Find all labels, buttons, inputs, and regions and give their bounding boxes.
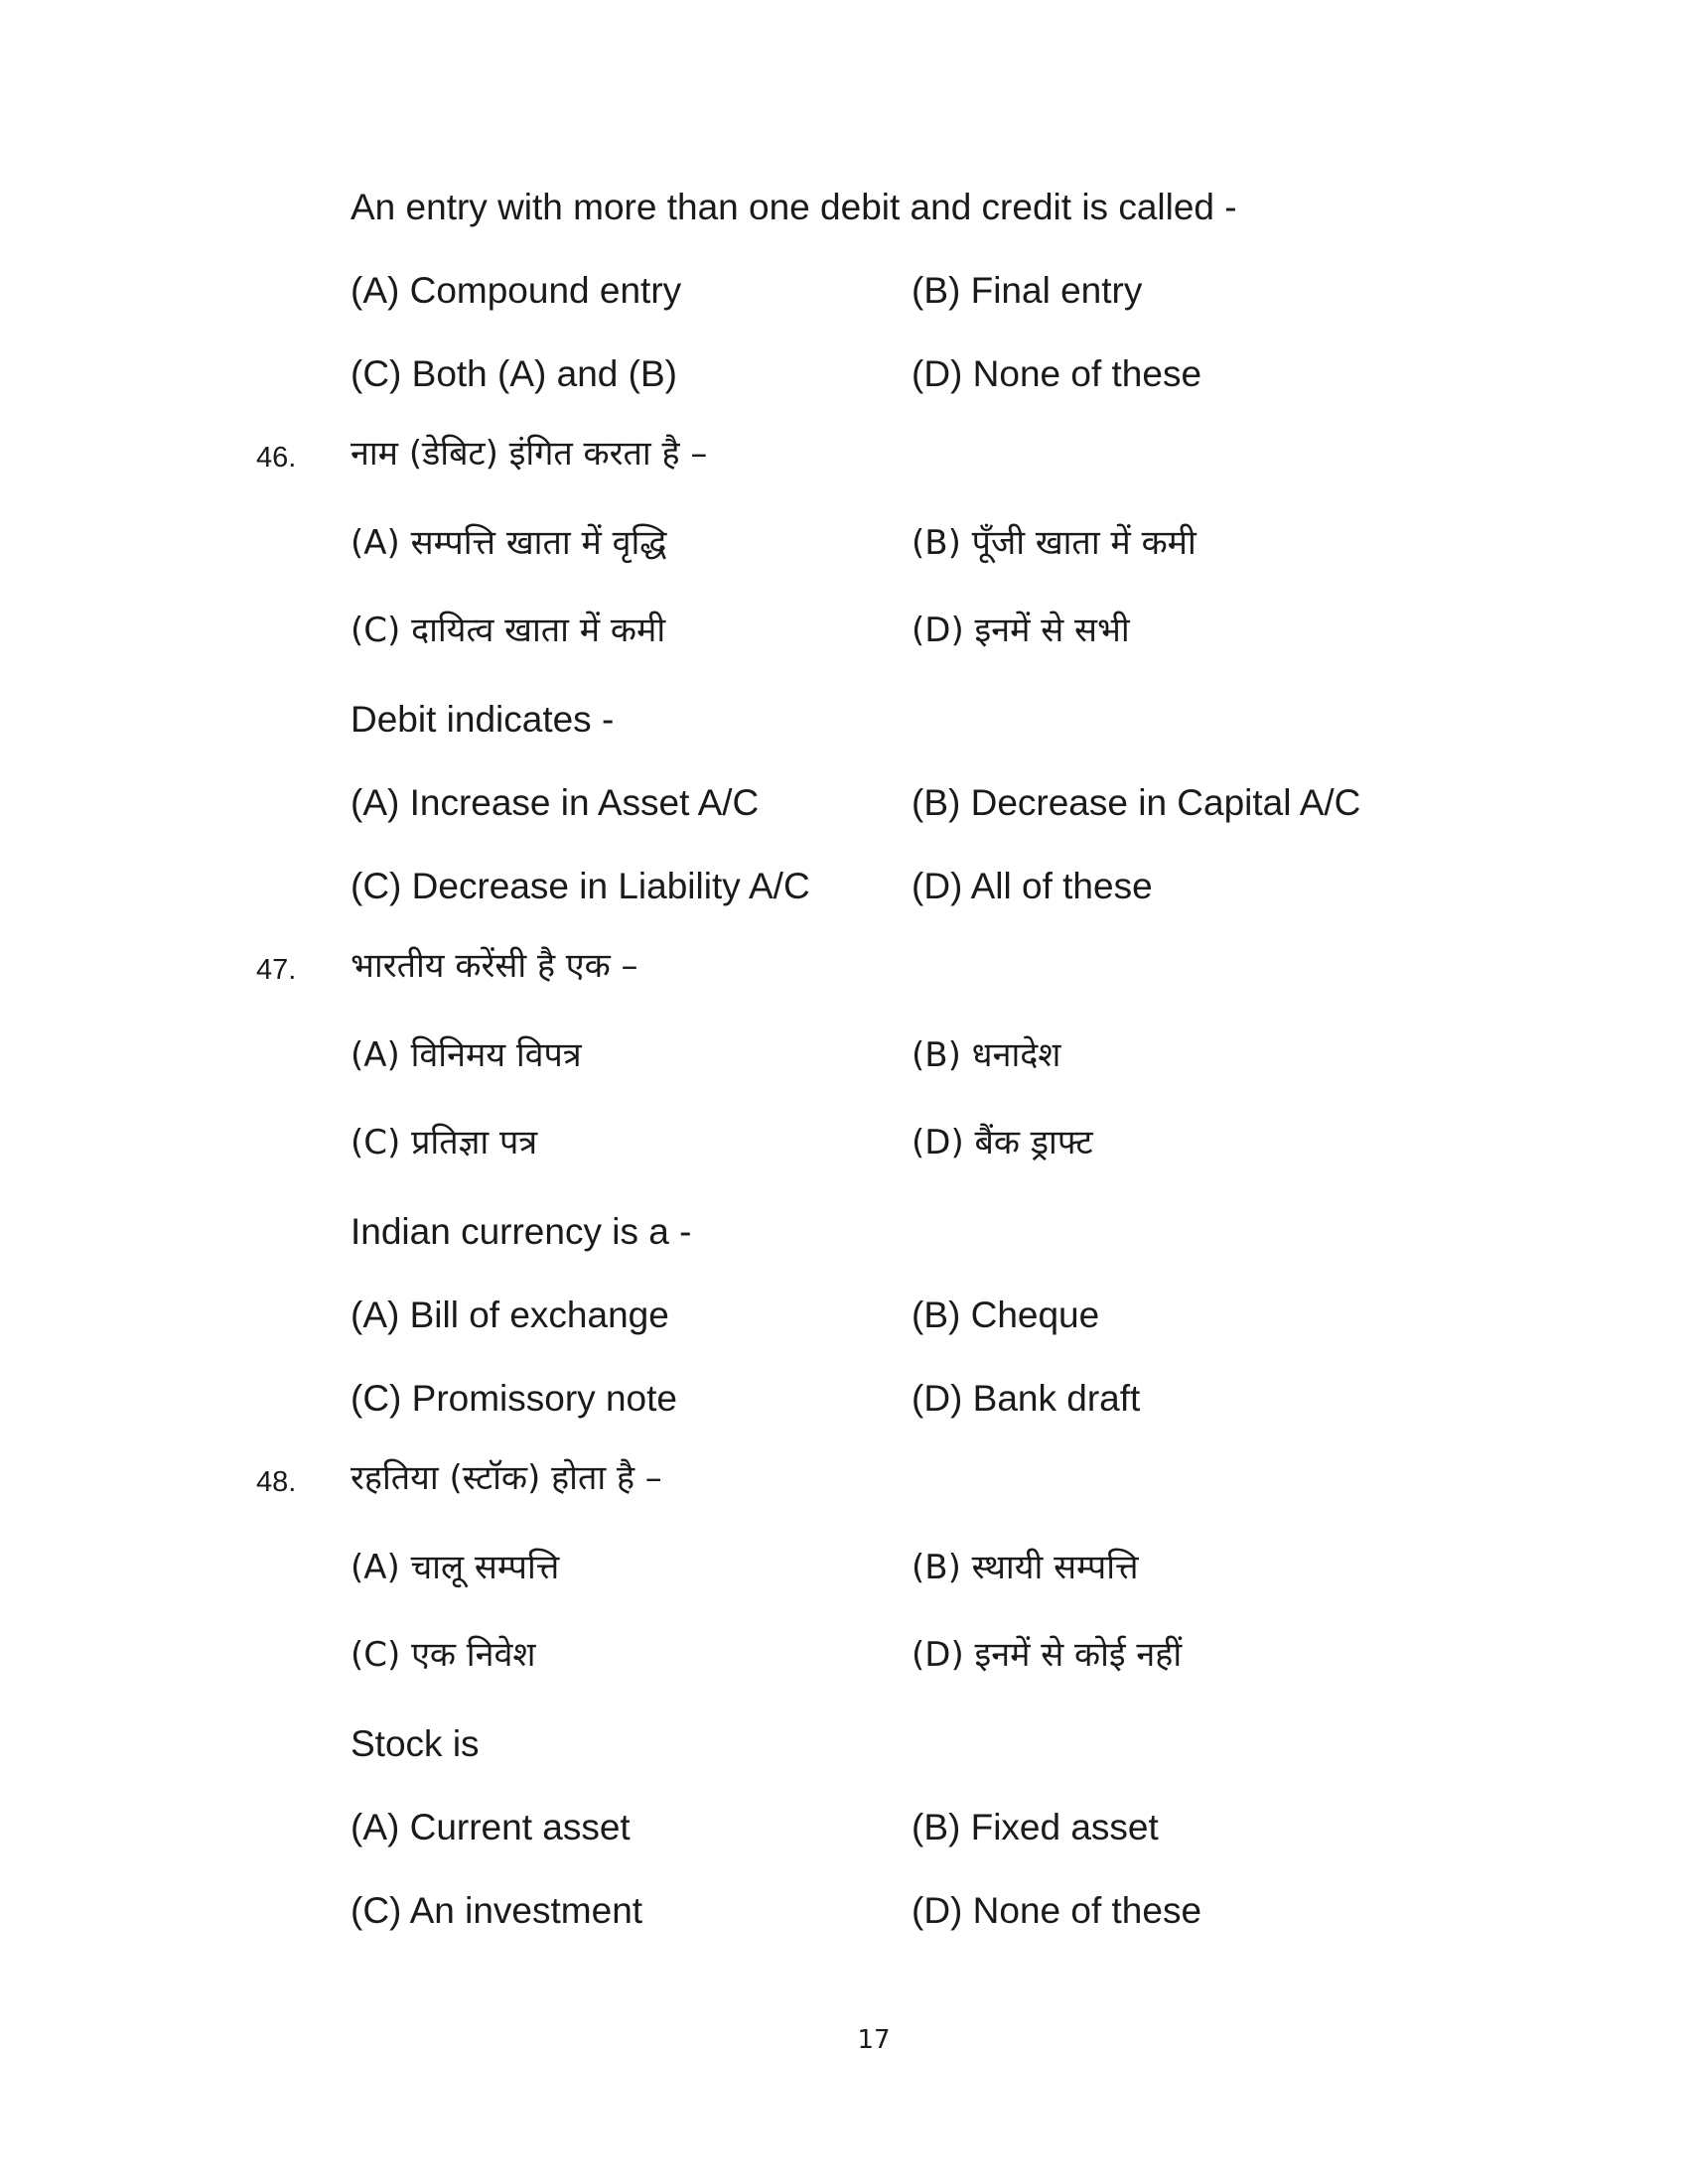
- q46-option-a-en: (A) Increase in Asset A/C: [351, 782, 760, 823]
- q48-number: 48.: [256, 1466, 297, 1498]
- q47-option-b-hi: (B) धनादेश: [912, 1035, 1061, 1075]
- q46-option-b-hi: (B) पूँजी खाता में कमी: [912, 523, 1196, 563]
- q47-option-a-en: (A) Bill of exchange: [351, 1295, 669, 1335]
- q45-option-b-en: (B) Final entry: [912, 270, 1143, 311]
- q45-option-a-en: (A) Compound entry: [351, 270, 682, 311]
- q48-option-c-hi: (C) एक निवेश: [351, 1635, 536, 1675]
- q47-question-hi: भारतीय करेंसी है एक –: [351, 946, 638, 986]
- q47-option-c-en: (C) Promissory note: [351, 1378, 677, 1419]
- q46-option-d-en: (D) All of these: [912, 866, 1153, 906]
- q48-option-d-hi: (D) इनमें से कोई नहीं: [912, 1635, 1183, 1675]
- q48-option-a-hi: (A) चालू सम्पत्ति: [351, 1548, 560, 1587]
- q48-option-a-en: (A) Current asset: [351, 1807, 631, 1847]
- q47-option-d-en: (D) Bank draft: [912, 1378, 1141, 1419]
- q48-option-b-en: (B) Fixed asset: [912, 1807, 1159, 1847]
- q47-option-b-en: (B) Cheque: [912, 1295, 1100, 1335]
- q48-option-c-en: (C) An investment: [351, 1890, 643, 1931]
- q48-question-hi: रहतिया (स्टॉक) होता है –: [351, 1458, 662, 1498]
- q47-option-d-hi: (D) बैंक ड्राफ्ट: [912, 1123, 1093, 1162]
- q46-option-b-en: (B) Decrease in Capital A/C: [912, 782, 1361, 823]
- q45-option-d-en: (D) None of these: [912, 353, 1202, 394]
- q46-option-c-en: (C) Decrease in Liability A/C: [351, 866, 810, 906]
- q48-option-d-en: (D) None of these: [912, 1890, 1202, 1931]
- q45-question-en: An entry with more than one debit and credit is called -: [351, 187, 1237, 227]
- page-number: 17: [857, 2025, 891, 2055]
- q46-question-en: Debit indicates -: [351, 699, 615, 740]
- q46-option-d-hi: (D) इनमें से सभी: [912, 611, 1130, 650]
- q46-option-c-hi: (C) दायित्व खाता में कमी: [351, 611, 666, 650]
- q46-option-a-hi: (A) सम्पत्ति खाता में वृद्धि: [351, 523, 667, 563]
- q48-question-en: Stock is: [351, 1723, 480, 1764]
- q47-option-c-hi: (C) प्रतिज्ञा पत्र: [351, 1123, 538, 1162]
- q46-number: 46.: [256, 442, 297, 474]
- q47-option-a-hi: (A) विनिमय विपत्र: [351, 1035, 582, 1075]
- q47-number: 47.: [256, 954, 297, 986]
- q48-option-b-hi: (B) स्थायी सम्पत्ति: [912, 1548, 1139, 1587]
- q45-option-c-en: (C) Both (A) and (B): [351, 353, 677, 394]
- q46-question-hi: नाम (डेबिट) इंगित करता है –: [351, 434, 708, 474]
- q47-question-en: Indian currency is a -: [351, 1211, 692, 1252]
